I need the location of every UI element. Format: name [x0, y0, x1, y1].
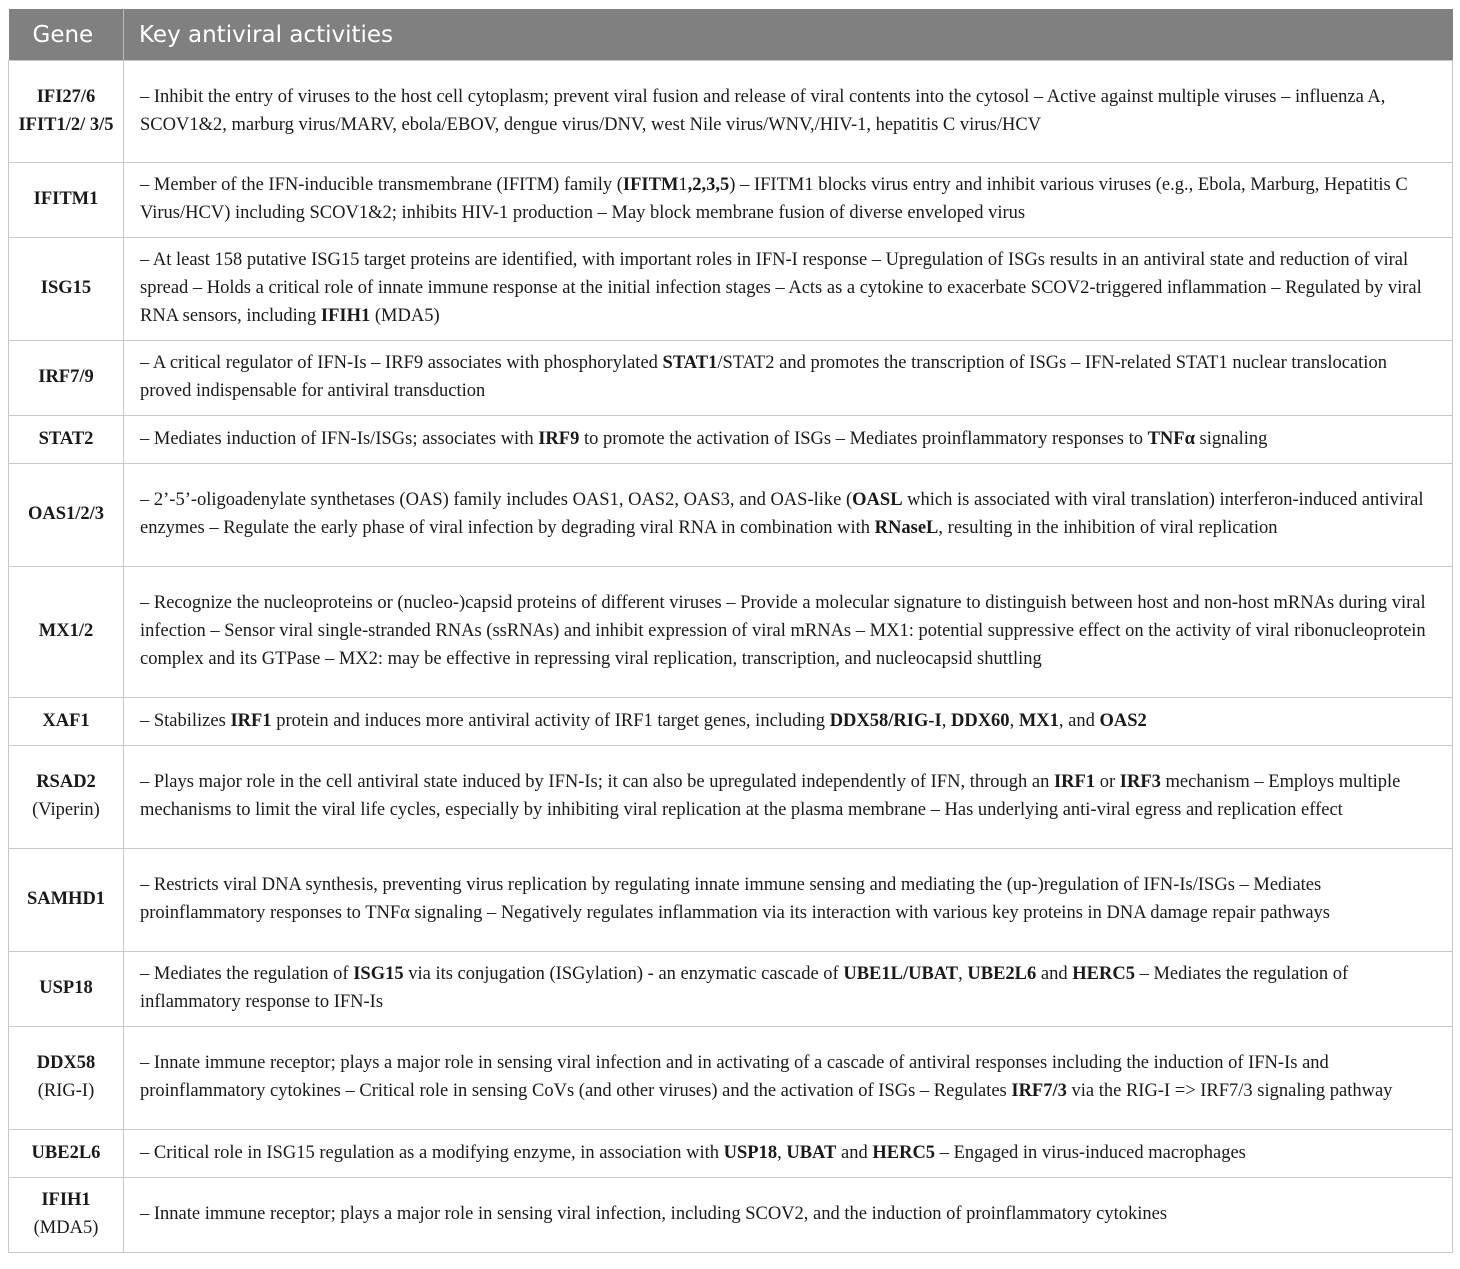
activity-text: – Restricts viral DNA synthesis, preventing virus replication by regulating innate immune sensing and mediating the (up-)regulation of IFN-Is/ISGs – Mediates proinflammatory responses to TNFα signaling – Negatively regulates inflammation via its interaction with various key proteins in DNA damage repair pathways [140, 875, 1330, 923]
activity-text: – Recognize the nucleoproteins or (nucleo-)capsid proteins of different viruses – Provide a molecular signature to distinguish between host and non-host mRNAs during viral infection – Sensor viral single-stranded RNAs (ssRNAs) and inhibit expression of viral mRNAs – MX1: potential suppressive effect on the activity of viral ribonucleoprotein complex and its GTPase – MX2: may be effective in repressing viral replication, transcription, and nucleocapsid shuttling [140, 593, 1426, 669]
gene-highlight: IRF3 [1119, 772, 1161, 793]
table-row [9, 849, 1453, 952]
gene-name: XAF1 [42, 710, 90, 731]
gene-cell [9, 163, 124, 238]
gene-name: MX1/2 [38, 621, 94, 642]
gene-name: USP18 [39, 978, 93, 999]
header-activities: Key antiviral activities [124, 9, 1453, 61]
gene-highlight: IRF9 [538, 428, 580, 449]
activity-text: via its conjugation (ISGylation) - an enzymatic cascade of [403, 964, 844, 985]
gene-name: IFIH1 [41, 1190, 91, 1211]
activity-text: protein and induces more antiviral activity of IRF1 target genes, including [271, 710, 830, 731]
table-body [9, 61, 1453, 1253]
activities-cell [124, 746, 1453, 849]
activity-text: which is associated with viral translation) interferon-induced antiviral enzymes – Regulate the early phase of viral infection by degrading viral RNA in combination with [140, 490, 1424, 538]
table-row [9, 1027, 1453, 1130]
activity-text: – Stabilizes [140, 710, 231, 731]
gene-highlight: DDX58/RIG-I [829, 710, 942, 731]
activity-text: – Inhibit the entry of viruses to the host cell cytoplasm; prevent viral fusion and release of viral contents into the cytosol – Active against multiple viruses – influenza A, SCOV1&2, marburg virus/MARV, ebola/EBOV, dengue virus/DNV, west Nile virus/WNV,/HIV-1, hepatitis C virus/HCV [140, 86, 1386, 135]
activity-text: – Mediates induction of IFN-Is/ISGs; associates with [140, 428, 539, 449]
activity-text: – At least 158 putative ISG15 target proteins are identified, with important roles in IFN-I response – Upregulation of ISGs results in an antiviral state and reduction of viral spread – Holds a critical role of innate immune response at the initial infection stages – Acts as a cytokine to exacerbate SCOV2-triggered inflammation – Regulated by viral RNA sensors, including [140, 250, 1422, 326]
table-row [9, 464, 1453, 567]
gene-name: IFI27/6 IFIT1/2/ 3/5 [18, 86, 114, 135]
table-row [9, 61, 1453, 163]
gene-cell [9, 1130, 124, 1178]
gene-highlight: HERC5 [872, 1142, 936, 1163]
gene-name: RSAD2 [36, 772, 96, 793]
activities-cell [124, 416, 1453, 464]
activity-text: – Engaged in virus-induced macrophages [935, 1142, 1246, 1163]
activity-text: signaling [1194, 428, 1268, 449]
table-header-row [9, 9, 1453, 61]
activity-text: , resulting in the inhibition of viral replication [938, 518, 1278, 538]
gene-name: IRF7/9 [38, 367, 94, 388]
activities-cell [124, 464, 1453, 567]
gene-table-container [8, 9, 1452, 1253]
gene-highlight: HERC5 [1072, 964, 1135, 985]
gene-highlight: DDX60 [950, 710, 1010, 731]
activities-cell [124, 238, 1453, 341]
activity-text: – Plays major role in the cell antiviral state induced by IFN-Is; it can also be upregulated independently of IFN, through an [140, 772, 1054, 793]
table-row [9, 698, 1453, 746]
gene-name: SAMHD1 [26, 889, 106, 910]
gene-highlight: UBE2L6 [967, 964, 1037, 985]
activities-cell [124, 952, 1453, 1027]
gene-cell [9, 464, 124, 567]
gene-highlight: STAT1 [662, 353, 718, 374]
gene-cell [9, 1178, 124, 1253]
gene-highlight: OAS2 [1099, 710, 1147, 731]
activity-text: (MDA5) [370, 305, 440, 326]
gene-name: UBE2L6 [31, 1142, 101, 1163]
gene-highlight: TNFα [1147, 428, 1195, 449]
activity-text: and [836, 1142, 873, 1163]
gene-highlight: IRF7/3 [1011, 1081, 1067, 1101]
gene-highlight: MX1 [1018, 710, 1059, 731]
gene-highlight: IRF1 [1053, 772, 1096, 793]
gene-alias: (MDA5) [33, 1218, 99, 1238]
activity-text: , [958, 964, 968, 985]
table-row [9, 746, 1453, 849]
gene-highlight: RNaseL [874, 518, 939, 538]
activity-text: or [1095, 772, 1120, 793]
table-row [9, 341, 1453, 416]
activity-text: – Mediates the regulation of inflammatory response to IFN-Is [140, 964, 1349, 1012]
table-row [9, 952, 1453, 1027]
activities-cell [124, 567, 1453, 698]
gene-name: OAS1/2/3 [27, 504, 105, 525]
activity-text: – 2’-5’-oligoadenylate synthetases (OAS) family includes OAS1, OAS2, OAS3, and OAS-like ( [140, 490, 853, 511]
activity-text: – Innate immune receptor; plays a major role in sensing viral infection, including SCOV2, and the induction of proinflammatory cytokines [140, 1204, 1168, 1225]
activity-text: , [941, 710, 951, 731]
table-row [9, 163, 1453, 238]
table-row [9, 416, 1453, 464]
gene-cell [9, 952, 124, 1027]
gene-highlight: OASL [852, 490, 903, 511]
gene-alias: (RIG-I) [37, 1081, 95, 1101]
table-row [9, 1130, 1453, 1178]
gene-highlight: USP18 [723, 1142, 778, 1163]
header-gene: Gene [9, 9, 124, 61]
activities-cell [124, 849, 1453, 952]
activity-text: and [1036, 964, 1073, 985]
activity-text: – Mediates the regulation of [140, 964, 354, 985]
activity-text: , [777, 1142, 787, 1163]
gene-highlight: UBE1L/UBAT [843, 964, 959, 985]
activities-cell [124, 1178, 1453, 1253]
activity-text: to promote the activation of ISGs – Mediates proinflammatory responses to [579, 428, 1148, 449]
gene-name: STAT2 [38, 428, 94, 449]
gene-cell [9, 698, 124, 746]
activities-cell [124, 698, 1453, 746]
gene-highlight: IRF1 [230, 710, 272, 731]
activity-text: ) – IFITM1 blocks virus entry and inhibit various viruses (e.g., Ebola, Marburg, Hepatitis C Virus/HCV) including SCOV1&2; inhibits HIV-1 production – May block membrane fusion of diverse enveloped virus [140, 175, 1408, 223]
table-row [9, 238, 1453, 341]
table-row [9, 1178, 1453, 1253]
gene-name: ISG15 [40, 278, 92, 299]
gene-cell [9, 416, 124, 464]
gene-highlight: IFITM [622, 175, 679, 196]
activities-cell [124, 1027, 1453, 1130]
gene-highlight: ISG15 [353, 964, 404, 985]
activities-cell [124, 61, 1453, 163]
gene-cell [9, 238, 124, 341]
table-row [9, 567, 1453, 698]
activity-text: – Member of the IFN-inducible transmembrane (IFITM) family ( [140, 175, 623, 196]
antiviral-gene-table [8, 9, 1453, 1253]
activity-text: via the RIG-I => IRF7/3 signaling pathway [1066, 1081, 1393, 1101]
activity-text: /STAT2 and promotes the transcription of ISGs – IFN-related STAT1 nuclear translocation proved indispensable for antiviral transduction [140, 353, 1387, 401]
gene-highlight: IFIH1 [320, 305, 371, 326]
gene-cell [9, 567, 124, 698]
activities-cell [124, 341, 1453, 416]
activities-cell [124, 1130, 1453, 1178]
activity-text: 1 [678, 175, 688, 196]
gene-cell [9, 849, 124, 952]
activity-text: – Innate immune receptor; plays a major role in sensing viral infection and in activating of a cascade of antiviral responses including the induction of IFN-Is and proinflammatory cytokines – Critical role in sensing CoVs (and other viruses) and the activation of ISGs – Regulates [140, 1053, 1329, 1101]
gene-highlight: ,2,3,5 [687, 175, 730, 196]
gene-cell [9, 61, 124, 163]
activities-cell [124, 163, 1453, 238]
gene-name: DDX58 [36, 1053, 96, 1074]
activity-text: – Critical role in ISG15 regulation as a modifying enzyme, in association with [140, 1142, 724, 1163]
gene-cell [9, 746, 124, 849]
activity-text: mechanism – Employs multiple mechanisms to limit the viral life cycles, especially by inhibiting viral replication at the plasma membrane – Has underlying anti-viral egress and replication effect [140, 772, 1401, 820]
gene-alias: (Viperin) [32, 800, 100, 820]
activity-text: , [1009, 710, 1019, 731]
gene-cell [9, 1027, 124, 1130]
gene-cell [9, 341, 124, 416]
gene-name: IFITM1 [33, 189, 99, 210]
activity-text: – A critical regulator of IFN-Is – IRF9 associates with phosphorylated [140, 353, 663, 374]
activity-text: , and [1058, 710, 1100, 731]
gene-highlight: UBAT [786, 1142, 837, 1163]
